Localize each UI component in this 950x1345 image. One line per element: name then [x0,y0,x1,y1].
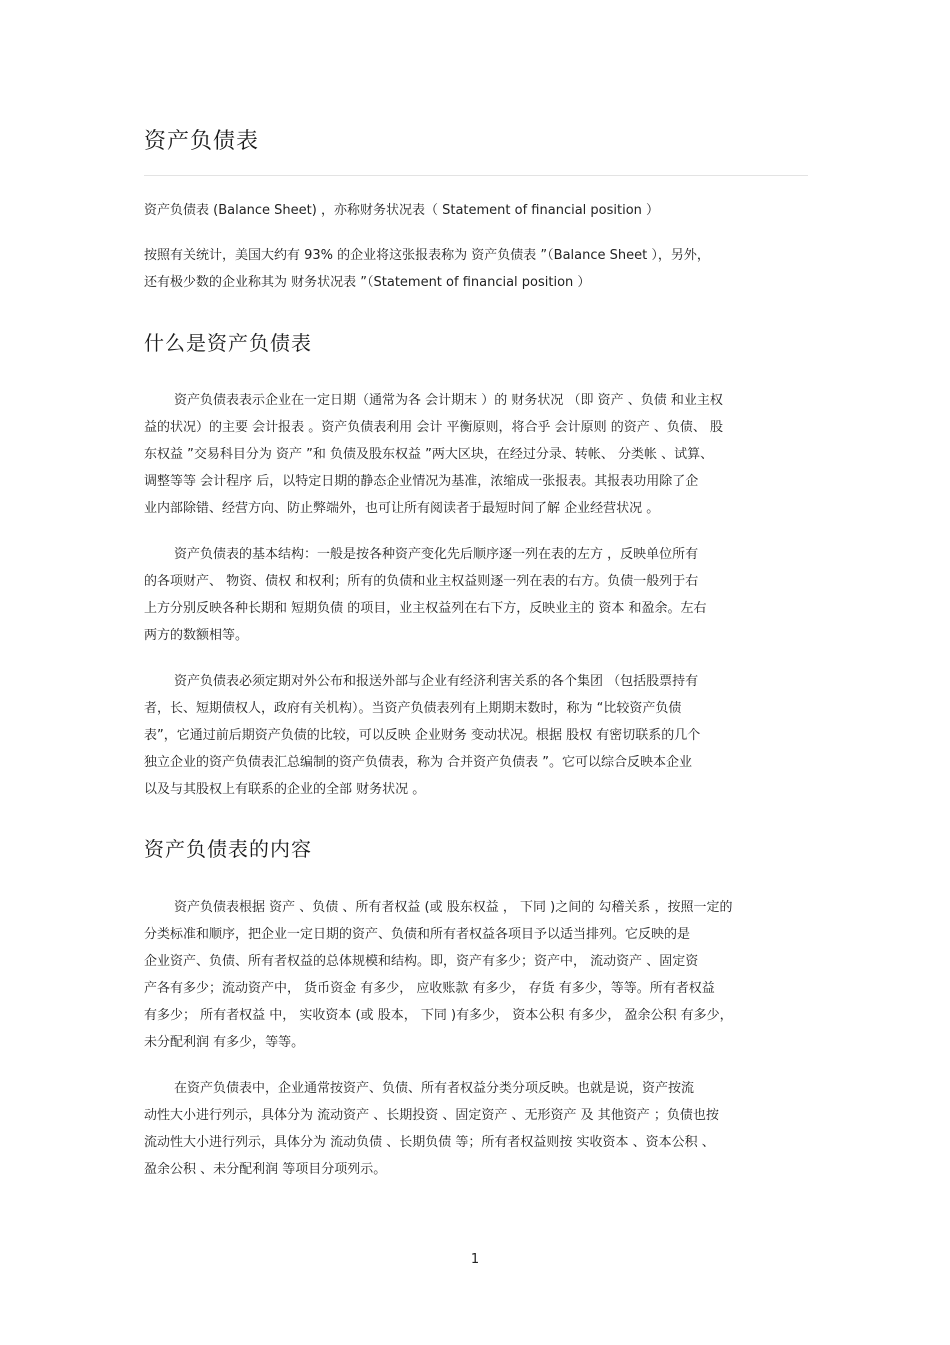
paragraph-line: 盈余公积 、未分配利润 等项目分项列示。 [144,1162,387,1177]
intro-line-3: 还有极少数的企业称其为 财务状况表 ”（Statement of financial position ） [144,275,591,290]
paragraph-line: 业内部除错、经营方向、防止弊端外，也可让所有阅读者于最短时间了解 企业经营状况 。 [144,501,660,516]
paragraph-line: 动性大小进行列示，具体分为 流动资产 、长期投资 、固定资产 、无形资产 及 其他资产 ；负债也按 [144,1108,719,1123]
paragraph-line: 未分配利润 有多少，等等。 [144,1035,305,1050]
paragraph-line: 有多少； 所有者权益 中， 实收资本 (或 股本， 下同 )有多少， 资本公积 有多少， 盈余公积 有多少， [144,1008,733,1023]
paragraph-line: 以及与其股权上有联系的企业的全部 财务状况 。 [144,782,426,797]
section-heading-contents: 资产负债表的内容 [144,837,312,861]
section-heading-what-is: 什么是资产负债表 [144,331,312,355]
page-number: 1 [470,1252,480,1267]
document-title: 资产负债表 [144,129,260,154]
intro-line-2: 按照有关统计，美国大约有 93% 的企业将这张报表称为 资产负债表 ”（Balance Sheet ），另外， [144,248,710,263]
paragraph-line: 的各项财产、 物资、债权 和权利；所有的负债和业主权益则逐一列在表的右方。负债一般列于右 [144,574,699,589]
paragraph-line: 益的状况）的主要 会计报表 。资产负债表利用 会计 平衡原则，将合乎 会计原则 的资产 、负债、 股 [144,420,724,435]
intro-line-1: 资产负债表 (Balance Sheet) ，亦称财务状况表（ Statement of financial position ） [144,203,660,218]
paragraph-line: 分类标准和顺序，把企业一定日期的资产、负债和所有者权益各项目予以适当排列。它反映的是 [144,927,691,942]
paragraph-line: 调整等等 会计程序 后，以特定日期的静态企业情况为基准，浓缩成一张报表。其报表功用除了企 [144,474,699,489]
paragraph-line: 资产负债表必须定期对外公布和报送外部与企业有经济利害关系的各个集团 （包括股票持有 [174,674,699,689]
paragraph-line: 上方分别反映各种长期和 短期负债 的项目，业主权益列在右下方，反映业主的 资本 和盈余。左右 [144,601,707,616]
paragraph-line: 企业资产、负债、所有者权益的总体规模和结构。即，资产有多少；资产中， 流动资产 、固定资 [144,954,699,969]
paragraph-line: 资产负债表的基本结构：一般是按各种资产变化先后顺序逐一列在表的左方 ，反映单位所有 [174,547,699,562]
paragraph-line: 产各有多少；流动资产中， 货币资金 有多少， 应收账款 有多少， 存货 有多少，等等。所有者权益 [144,981,715,996]
paragraph-line: 资产负债表根据 资产 、负债 、所有者权益 (或 股东权益 ， 下同 )之间的 勾稽关系 ，按照一定的 [174,900,733,915]
title-divider [144,175,808,176]
paragraph-line: 表”，它通过前后期资产负债的比较，可以反映 企业财务 变动状况。根据 股权 有密切联系的几个 [144,728,701,743]
paragraph-line: 两方的数额相等。 [144,628,249,643]
paragraph-line: 资产负债表表示企业在一定日期（通常为各 会计期末 ）的 财务状况 （即 资产 、负债 和业主权 [174,393,723,408]
paragraph-line: 在资产负债表中，企业通常按资产、负债、所有者权益分类分项反映。也就是说，资产按流 [174,1081,695,1096]
paragraph-line: 独立企业的资产负债表汇总编制的资产负债表，称为 合并资产负债表 ”。它可以综合反映本企业 [144,755,693,770]
paragraph-line: 流动性大小进行列示，具体分为 流动负债 、长期负债 等；所有者权益则按 实收资本 、资本公积 、 [144,1135,715,1150]
paragraph-line: 东权益 ”交易科目分为 资产 ”和 负债及股东权益 ”两大区块，在经过分录、转帐、 分类帐 、试算、 [144,447,714,462]
paragraph-line: 者，长、短期债权人，政府有关机构）。当资产负债表列有上期期末数时，称为 “比较资产负债 [144,701,682,716]
